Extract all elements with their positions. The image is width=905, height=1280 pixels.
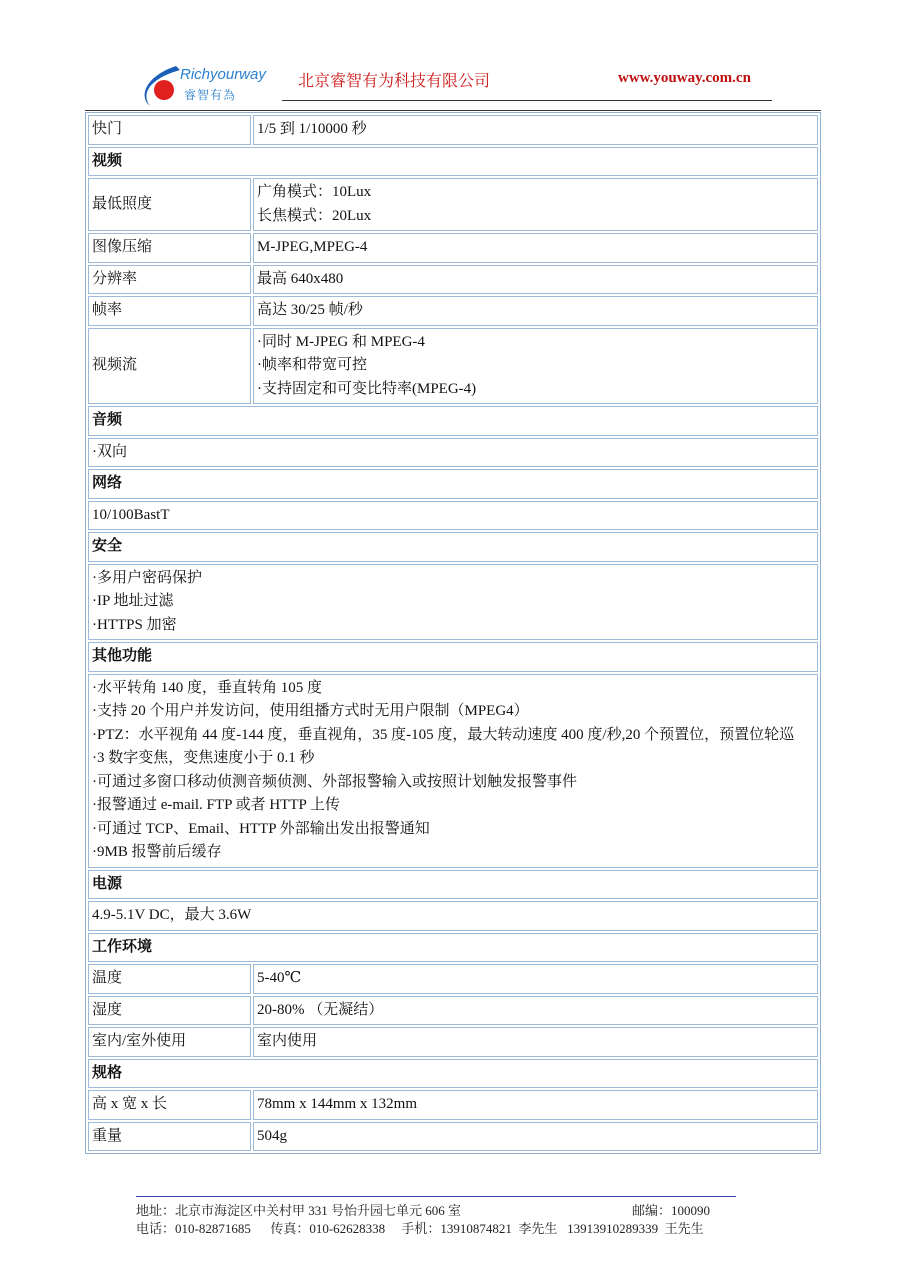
- spec-line: ·9MB 报警前后缓存: [92, 844, 222, 860]
- spec-line: ·可通过多窗口移动侦测音频侦测、外部报警输入或按照计划触发报警事件: [92, 773, 577, 790]
- table-row: [88, 1122, 818, 1152]
- table-row: [88, 178, 818, 231]
- spec-label: 重量: [88, 1122, 251, 1152]
- spec-line: 4.9-5.1V DC，最大 3.6W: [92, 907, 252, 923]
- spec-value: [253, 233, 818, 263]
- spec-line: ·IP 地址过滤: [92, 593, 174, 609]
- company-url: www.youway.com.cn: [618, 70, 751, 86]
- spec-label: 分辨率: [88, 265, 251, 295]
- spec-label: 湿度: [88, 996, 251, 1026]
- table-row: [88, 328, 818, 405]
- section-header: 其他功能: [88, 642, 818, 672]
- spec-line: 504g: [257, 1127, 287, 1144]
- table-row: [88, 438, 818, 468]
- table-row: [88, 1027, 818, 1057]
- spec-line: ·水平转角 140 度，垂直转角 105 度: [92, 679, 322, 696]
- table-row: [88, 406, 818, 436]
- table-row: [88, 1059, 818, 1089]
- section-header: 电源: [88, 870, 818, 900]
- spec-line: ·双向: [92, 443, 127, 460]
- logo-text-en: Richyourway: [180, 66, 266, 83]
- spec-line: ·支持固定和可变比特率(MPEG-4): [257, 380, 477, 397]
- section-header: 音频: [88, 406, 818, 436]
- section-header: 视频: [88, 147, 818, 177]
- spec-value: [253, 328, 818, 405]
- spec-label: 高 x 宽 x 长: [88, 1090, 251, 1120]
- company-logo: [136, 62, 266, 110]
- spec-line: 78mm x 144mm x 132mm: [257, 1096, 418, 1112]
- spec-value: [88, 564, 818, 641]
- spec-value: [253, 178, 818, 231]
- table-row: [88, 532, 818, 562]
- table-row: [88, 642, 818, 672]
- header-divider-full: [85, 110, 821, 111]
- spec-line: ·3 数字变焦，变焦速度小于 0.1 秒: [92, 750, 315, 766]
- spec-value: [88, 438, 818, 468]
- table-row: [88, 147, 818, 177]
- footer-postal: 邮编：100090: [632, 1203, 711, 1218]
- spec-label: 快门: [88, 115, 251, 145]
- spec-value: [253, 1027, 818, 1057]
- spec-line: ·帧率和带宽可控: [257, 357, 367, 373]
- spec-label: 视频流: [88, 328, 251, 405]
- spec-line: 10/100BastT: [92, 506, 170, 523]
- company-name: 北京睿智有为科技有限公司: [298, 73, 491, 90]
- spec-label: 温度: [88, 964, 251, 994]
- spec-label: 图像压缩: [88, 233, 251, 263]
- spec-line: 广角模式：10Lux: [257, 184, 372, 200]
- footer-contacts: 电话：010-82871685 传真：010-62628338 手机：13910874821 李先生 13913910289339 王先生: [136, 1221, 704, 1236]
- section-header: 工作环境: [88, 933, 818, 963]
- table-row: [88, 901, 818, 931]
- spec-line: 高达 30/25 帧/秒: [257, 302, 363, 318]
- spec-line: ·可通过 TCP、Email、HTTP 外部输出发出报警通知: [92, 820, 430, 837]
- section-header: 规格: [88, 1059, 818, 1089]
- spec-line: 20-80% （无凝结）: [257, 1001, 384, 1018]
- spec-label: 室内/室外使用: [88, 1027, 251, 1057]
- spec-line: M-JPEG,MPEG-4: [257, 239, 368, 255]
- table-row: [88, 964, 818, 994]
- spec-line: ·报警通过 e-mail. FTP 或者 HTTP 上传: [92, 797, 341, 813]
- spec-line: ·PTZ：水平视角 44 度-144 度，垂直视角，35 度-105 度，最大转动速度 400 度/秒,20 个预置位，预置位轮巡: [92, 726, 795, 743]
- spec-value: [253, 1122, 818, 1152]
- footer-address: 地址：北京市海淀区中关村甲 331 号怡升园七单元 606 室: [136, 1203, 462, 1218]
- table-row: [88, 501, 818, 531]
- footer-divider: [136, 1196, 736, 1197]
- spec-table: [85, 112, 821, 1154]
- spec-value: [88, 674, 818, 868]
- header-divider: [282, 100, 772, 101]
- spec-line: 5-40℃: [257, 970, 302, 986]
- spec-label: 帧率: [88, 296, 251, 326]
- spec-line: 最高 640x480: [257, 270, 344, 287]
- logo-text-cn: 睿智有為: [184, 88, 237, 102]
- spec-label: 最低照度: [88, 178, 251, 231]
- table-row: [88, 674, 818, 868]
- section-header: 安全: [88, 532, 818, 562]
- spec-value: [253, 296, 818, 326]
- spec-line: 1/5 到 1/10000 秒: [257, 121, 367, 137]
- table-row: [88, 996, 818, 1026]
- spec-line: 长焦模式：20Lux: [257, 207, 372, 224]
- spec-line: ·多用户密码保护: [92, 569, 202, 586]
- spec-value: [253, 265, 818, 295]
- table-row: [88, 265, 818, 295]
- spec-line: 室内使用: [257, 1033, 318, 1049]
- table-row: [88, 233, 818, 263]
- spec-line: ·支持 20 个用户并发访问，使用组播方式时无用户限制（MPEG4）: [92, 703, 529, 719]
- table-row: [88, 564, 818, 641]
- table-row: [88, 1090, 818, 1120]
- spec-value: [253, 115, 818, 145]
- spec-value: [253, 1090, 818, 1120]
- spec-line: ·同时 M-JPEG 和 MPEG-4: [257, 333, 425, 350]
- table-row: [88, 469, 818, 499]
- spec-value: [253, 964, 818, 994]
- spec-value: [253, 996, 818, 1026]
- table-row: [88, 933, 818, 963]
- spec-value: [88, 501, 818, 531]
- section-header: 网络: [88, 469, 818, 499]
- spec-line: ·HTTPS 加密: [92, 616, 177, 633]
- table-row: [88, 870, 818, 900]
- table-row: [88, 115, 818, 145]
- table-row: [88, 296, 818, 326]
- spec-value: [88, 901, 818, 931]
